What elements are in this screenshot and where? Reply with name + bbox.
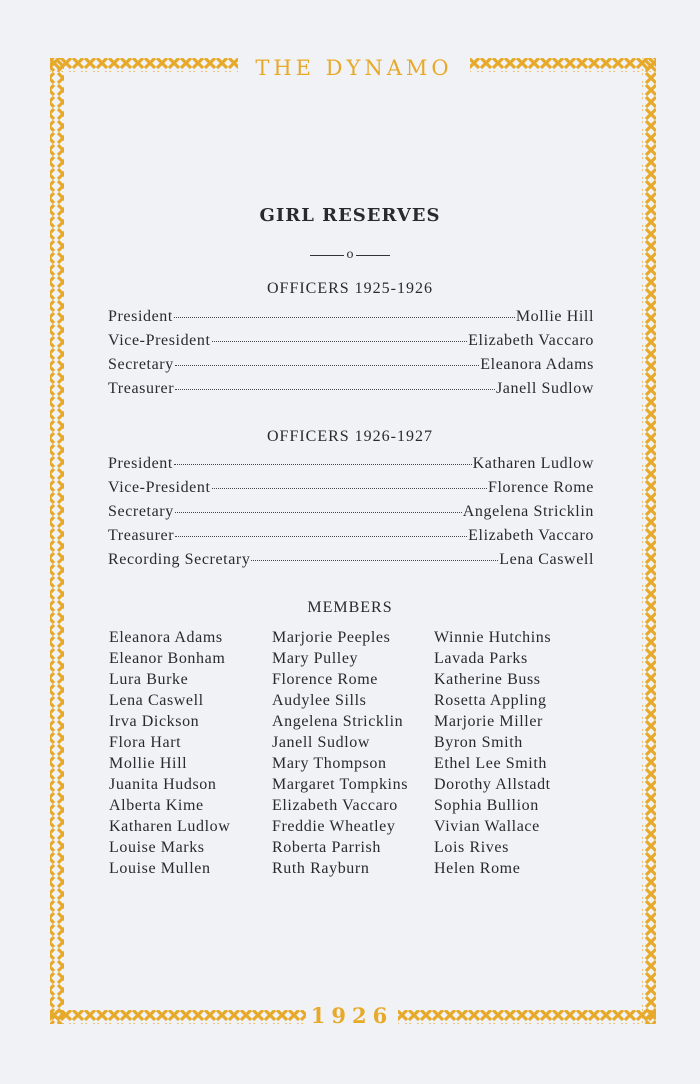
member-name: Helen Rome xyxy=(434,860,521,877)
dot-leader xyxy=(212,488,487,489)
officer-row xyxy=(108,527,594,551)
member-name: Elizabeth Vaccaro xyxy=(272,797,398,814)
officers-1926-title: OFFICERS 1926-1927 xyxy=(266,428,434,445)
dot-leader xyxy=(175,365,479,366)
member-name: Juanita Hudson xyxy=(109,776,217,793)
dot-leader xyxy=(174,317,515,318)
member-name: Freddie Wheatley xyxy=(272,818,396,835)
member-name: Louise Mullen xyxy=(109,860,211,877)
member-name: Vivian Wallace xyxy=(434,818,540,835)
office: Treasurer xyxy=(108,380,175,397)
dot-leader xyxy=(174,464,472,465)
officer-row xyxy=(108,455,594,479)
dot-leader xyxy=(175,512,462,513)
members-column-2 xyxy=(272,627,434,879)
footer-year: 1926 xyxy=(306,1002,398,1030)
office: Treasurer xyxy=(108,527,175,544)
dot-leader xyxy=(175,536,467,537)
office: Vice-President xyxy=(108,332,211,349)
member-name: Louise Marks xyxy=(109,839,205,856)
publication-title: THE DYNAMO xyxy=(238,54,470,82)
officer-row xyxy=(108,332,594,356)
officer-row xyxy=(108,308,594,332)
member-name: Janell Sudlow xyxy=(272,734,371,751)
office: Recording Secretary xyxy=(108,551,251,568)
member-name: Marjorie Peeples xyxy=(272,629,391,646)
officer-name: Eleanora Adams xyxy=(480,356,594,373)
member-name: Alberta Kime xyxy=(109,797,204,814)
separator-mark: o xyxy=(346,247,354,261)
member-name: Eleanora Adams xyxy=(109,629,223,646)
officers-1925-title: OFFICERS 1925-1926 xyxy=(266,280,434,297)
office: Secretary xyxy=(108,503,174,520)
officer-row xyxy=(108,479,594,503)
officer-row xyxy=(108,380,594,404)
members-title: MEMBERS xyxy=(307,599,393,616)
member-name: Eleanor Bonham xyxy=(109,650,226,667)
office: Secretary xyxy=(108,356,174,373)
separator-line-right xyxy=(356,255,390,256)
ornament-separator xyxy=(310,246,390,262)
member-name: Lois Rives xyxy=(434,839,509,856)
member-name: Irva Dickson xyxy=(109,713,200,730)
officer-name: Katharen Ludlow xyxy=(472,455,594,472)
member-name: Sophia Bullion xyxy=(434,797,539,814)
officer-row xyxy=(108,356,594,380)
member-name: Lena Caswell xyxy=(109,692,204,709)
office: Vice-President xyxy=(108,479,211,496)
member-name: Katharen Ludlow xyxy=(109,818,231,835)
member-name: Rosetta Appling xyxy=(434,692,547,709)
office: President xyxy=(108,455,173,472)
officer-row xyxy=(108,503,594,527)
officer-row xyxy=(108,551,594,575)
member-name: Roberta Parrish xyxy=(272,839,381,856)
members-column-1 xyxy=(109,627,272,879)
officer-name: Elizabeth Vaccaro xyxy=(468,332,594,349)
office: President xyxy=(108,308,173,325)
dot-leader xyxy=(251,560,498,561)
officer-name: Mollie Hill xyxy=(515,308,594,325)
officer-name: Florence Rome xyxy=(488,479,594,496)
member-name: Mary Pulley xyxy=(272,650,359,667)
border-left xyxy=(50,58,64,1024)
member-name: Marjorie Miller xyxy=(434,713,543,730)
member-name: Florence Rome xyxy=(272,671,378,688)
member-name: Audylee Sills xyxy=(272,692,367,709)
members-column-3 xyxy=(434,627,599,879)
border-right xyxy=(642,58,656,1024)
dot-leader xyxy=(212,341,468,342)
member-name: Ruth Rayburn xyxy=(272,860,370,877)
member-name: Ethel Lee Smith xyxy=(434,755,547,772)
officers-1925-list xyxy=(108,308,594,404)
officer-name: Janell Sudlow xyxy=(495,380,594,397)
page-heading: GIRL RESERVES xyxy=(259,205,441,226)
member-name: Byron Smith xyxy=(434,734,523,751)
member-name: Winnie Hutchins xyxy=(434,629,552,646)
officer-name: Lena Caswell xyxy=(499,551,594,568)
member-name: Lura Burke xyxy=(109,671,189,688)
member-name: Dorothy Allstadt xyxy=(434,776,551,793)
member-name: Margaret Tompkins xyxy=(272,776,409,793)
officer-name: Elizabeth Vaccaro xyxy=(468,527,594,544)
members-list xyxy=(109,627,599,879)
member-name: Lavada Parks xyxy=(434,650,528,667)
member-name: Flora Hart xyxy=(109,734,182,751)
member-name: Katherine Buss xyxy=(434,671,541,688)
dot-leader xyxy=(175,389,495,390)
separator-line-left xyxy=(310,255,344,256)
officers-1926-list xyxy=(108,455,594,575)
member-name: Angelena Stricklin xyxy=(272,713,404,730)
member-name: Mary Thompson xyxy=(272,755,387,772)
member-name: Mollie Hill xyxy=(109,755,188,772)
officer-name: Angelena Stricklin xyxy=(462,503,594,520)
